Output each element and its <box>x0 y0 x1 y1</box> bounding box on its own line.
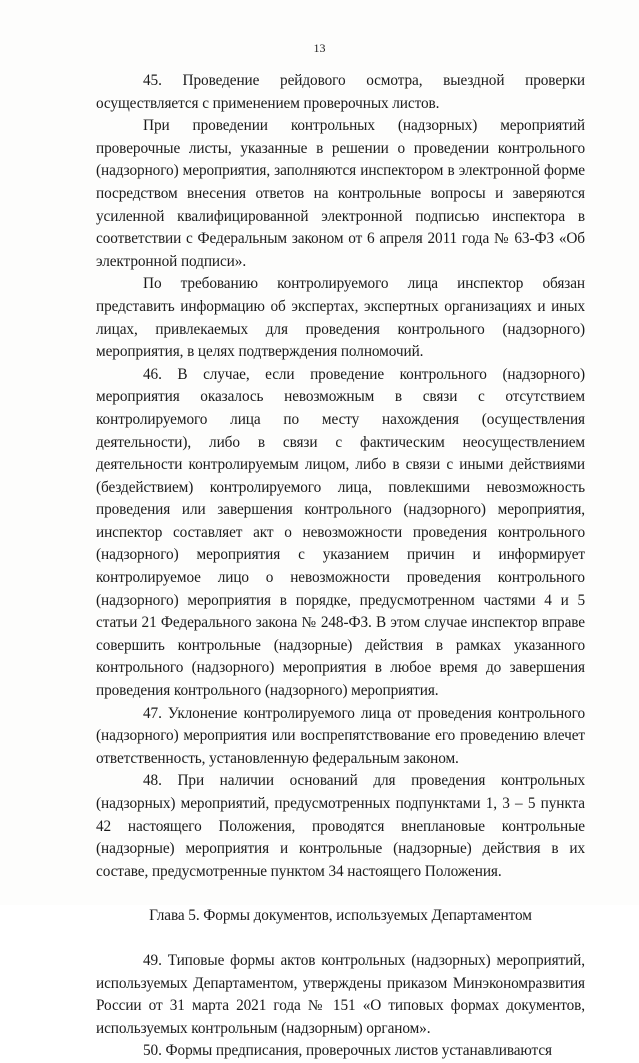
paragraph-50: 50. Формы предписания, проверочных листов устанавливаются <box>143 1042 552 1060</box>
paragraph-49: 49. Типовые формы актов контрольных (надзорных) мероприятий, используемых Департаментом, утверждены приказом Минэкономразвития России от 31 марта 2021 года № 151 «О типовых формах документов, используемых контрольным (надзорным) органом». <box>96 951 585 1037</box>
paragraph-48: 48. При наличии оснований для проведения контрольных (надзорных) мероприятий, предусмотренных подпунктами 1, 3 – 5 пункта 42 настоящего Положения, проводятся внеплановые контрольные (надзорные) мероприятия и контрольные (надзорные) действия в их составе, предусмотренные пунктом 34 настоящего Положения. <box>96 772 585 880</box>
paragraph-45-experts-info: По требованию контролируемого лица инспектор обязан представить информацию об экспертах, экспертных организациях и иных лицах, привлекаемых для проведения контрольного (надзорного) мероприятия, в целях подтверждения полномочий. <box>96 275 585 361</box>
paragraph-45: 45. Проведение рейдового осмотра, выездной проверки осуществляется с применением проверочных листов. <box>96 72 585 112</box>
chapter-heading: Глава 5. Формы документов, используемых Департаментом <box>149 907 532 925</box>
paragraph-46: 46. В случае, если проведение контрольного (надзорного) мероприятия оказалось невозможным в связи с отсутствием контролируемого лица по месту нахождения (осуществления деятельности), либо в связи с фактическим неосуществлением деятельности контролируемым лицом, либо в связи с иными действиями (бездействием) контролируемого лица, повлекшими невозможность проведения или завершения контрольного (надзорного) мероприятия, инспектор составляет акт о невозможности проведения контрольного (надзорного) мероприятия с указанием причин и информирует контролируемое лицо о невозможности проведения контрольного (надзорного) мероприятия в порядке, предусмотренном частями 4 и 5 статьи 21 Федерального закона № 248-ФЗ. В этом случае инспектор вправе совершить контрольные (надзорные) действия в рамках указанного контрольного (надзорного) мероприятия в любое время до завершения проведения контрольного (надзорного) мероприятия. <box>96 365 585 700</box>
document-body <box>96 70 585 1063</box>
paragraph-45-checklists: При проведении контрольных (надзорных) мероприятий проверочные листы, указанные в решении о проведении контрольного (надзорного) мероприятия, заполняются инспектором в электронной форме посредством внесения ответов на контрольные вопросы и заверяются усиленной квалифицированной электронной подписью инспектора в соответствии с Федеральным законом от 6 апреля 2011 года № 63-ФЗ «Об электронной подписи». <box>96 117 585 270</box>
page-number: 13 <box>313 41 326 55</box>
paragraph-47: 47. Уклонение контролируемого лица от проведения контрольного (надзорного) мероприятия или воспрепятствование его проведению влечет ответственность, установленную федеральным законом. <box>96 704 585 767</box>
